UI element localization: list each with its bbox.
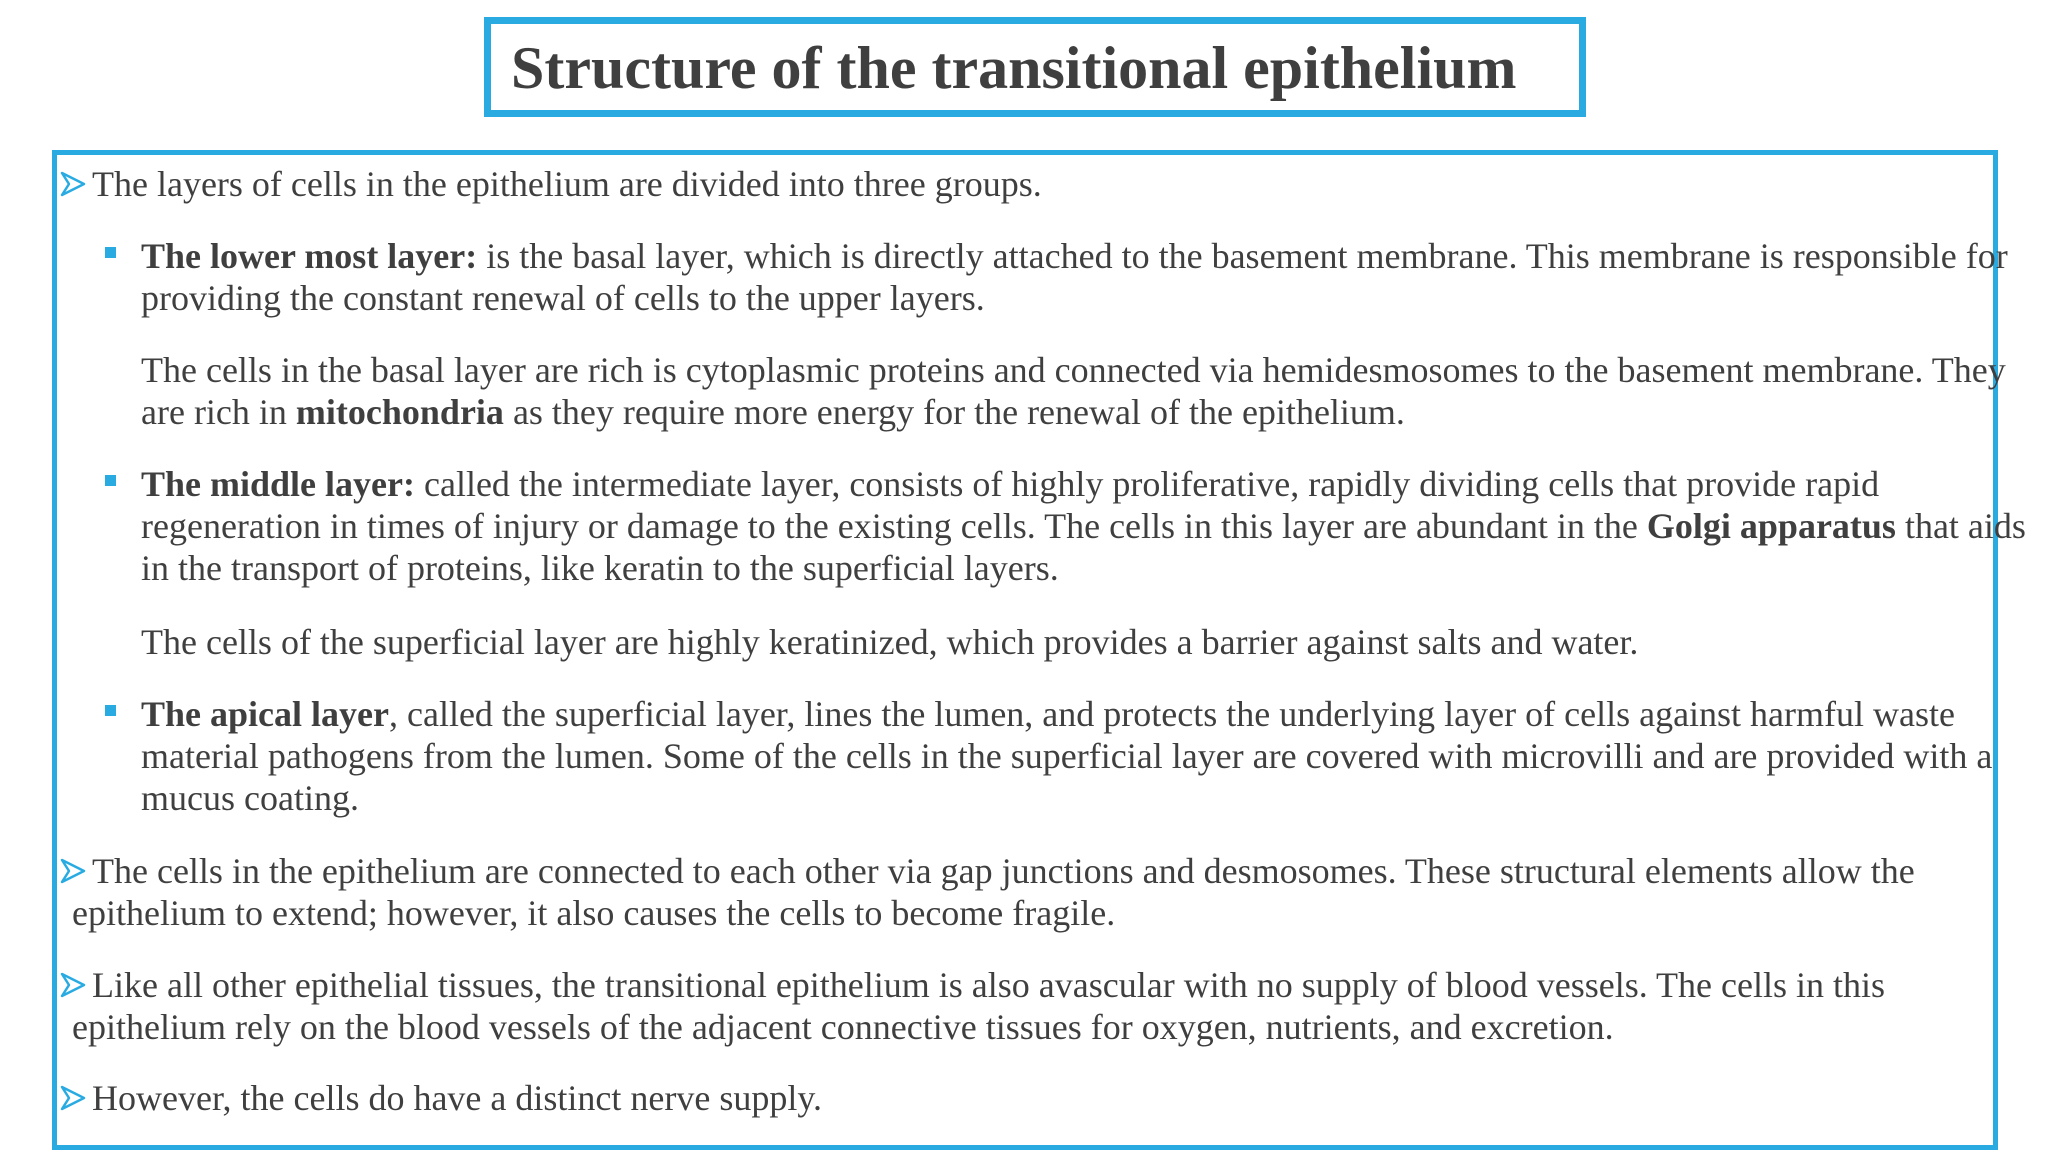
bullet-text: Like all other epithelial tissues, the transitional epithelium is also avascular with no supply of blood vessels. The cells in this epithelium rely on the blood vessels of the adjacent connective tissues for oxygen, nutrients, and excretion. xyxy=(72,965,1886,1047)
square-bullet-icon xyxy=(105,475,116,486)
sub-bullet-lower-layer xyxy=(141,235,2031,319)
lower-layer-paragraph xyxy=(141,349,2031,433)
arrow-bullet-icon xyxy=(60,1077,88,1119)
lower-layer-heading: The lower most layer: xyxy=(141,236,478,276)
bullet-text: However, the cells do have a distinct nerve supply. xyxy=(92,1078,823,1118)
apical-layer-text: , called the superficial layer, lines the lumen, and protects the underlying layer of cells against harmful waste material pathogens from the lumen. Some of the cells in the superficial layer are covered with microvilli and are provided with a mucus coating. xyxy=(141,694,1993,818)
square-bullet-icon xyxy=(105,247,116,258)
bullet-layers-intro xyxy=(60,163,1980,205)
middle-para-text: The cells of the superficial layer are highly keratinized, which provides a barrier against salts and water. xyxy=(141,622,1639,662)
lower-para-pre: The cells in the basal layer are rich is cytoplasmic proteins and connected via hemidesmosomes to the basement membrane. They are rich in xyxy=(141,350,2006,432)
middle-layer-text-post: that aids in the transport of proteins, like keratin to the superficial layers. xyxy=(141,506,2026,588)
bullet-gap-junctions xyxy=(60,850,1980,934)
lower-layer-text: is the basal layer, which is directly attached to the basement membrane. This membrane is responsible for providing the constant renewal of cells to the upper layers. xyxy=(141,236,2008,318)
bullet-text: The cells in the epithelium are connected to each other via gap junctions and desmosomes. These structural elements allow the epithelium to extend; however, it also causes the cells to become fragile. xyxy=(72,851,1915,933)
mitochondria-term: mitochondria xyxy=(295,392,504,432)
square-bullet-icon xyxy=(105,705,116,716)
golgi-term: Golgi apparatus xyxy=(1646,506,1896,546)
sub-bullet-apical-layer xyxy=(141,693,2031,819)
middle-layer-paragraph xyxy=(141,621,2031,663)
sub-bullet-middle-layer xyxy=(141,463,2031,589)
content-box xyxy=(52,150,2026,1150)
title-box xyxy=(484,17,1586,117)
lower-para-post: as they require more energy for the renewal of the epithelium. xyxy=(503,392,1405,432)
page-title: Structure of the transitional epithelium xyxy=(511,35,1517,101)
bullet-avascular xyxy=(60,964,1980,1048)
bullet-nerve-supply xyxy=(60,1077,1980,1119)
apical-layer-heading: The apical layer xyxy=(141,694,389,734)
middle-layer-heading: The middle layer: xyxy=(141,464,415,504)
arrow-bullet-icon xyxy=(60,163,88,205)
arrow-bullet-icon xyxy=(60,964,88,1006)
middle-layer-text: called the intermediate layer, consists of highly proliferative, rapidly dividing cells that provide rapid regeneration in times of injury or damage to the existing cells. The cells in this layer are abundant in the xyxy=(141,464,1880,546)
arrow-bullet-icon xyxy=(60,850,88,892)
bullet-text: The layers of cells in the epithelium are divided into three groups. xyxy=(92,164,1042,204)
